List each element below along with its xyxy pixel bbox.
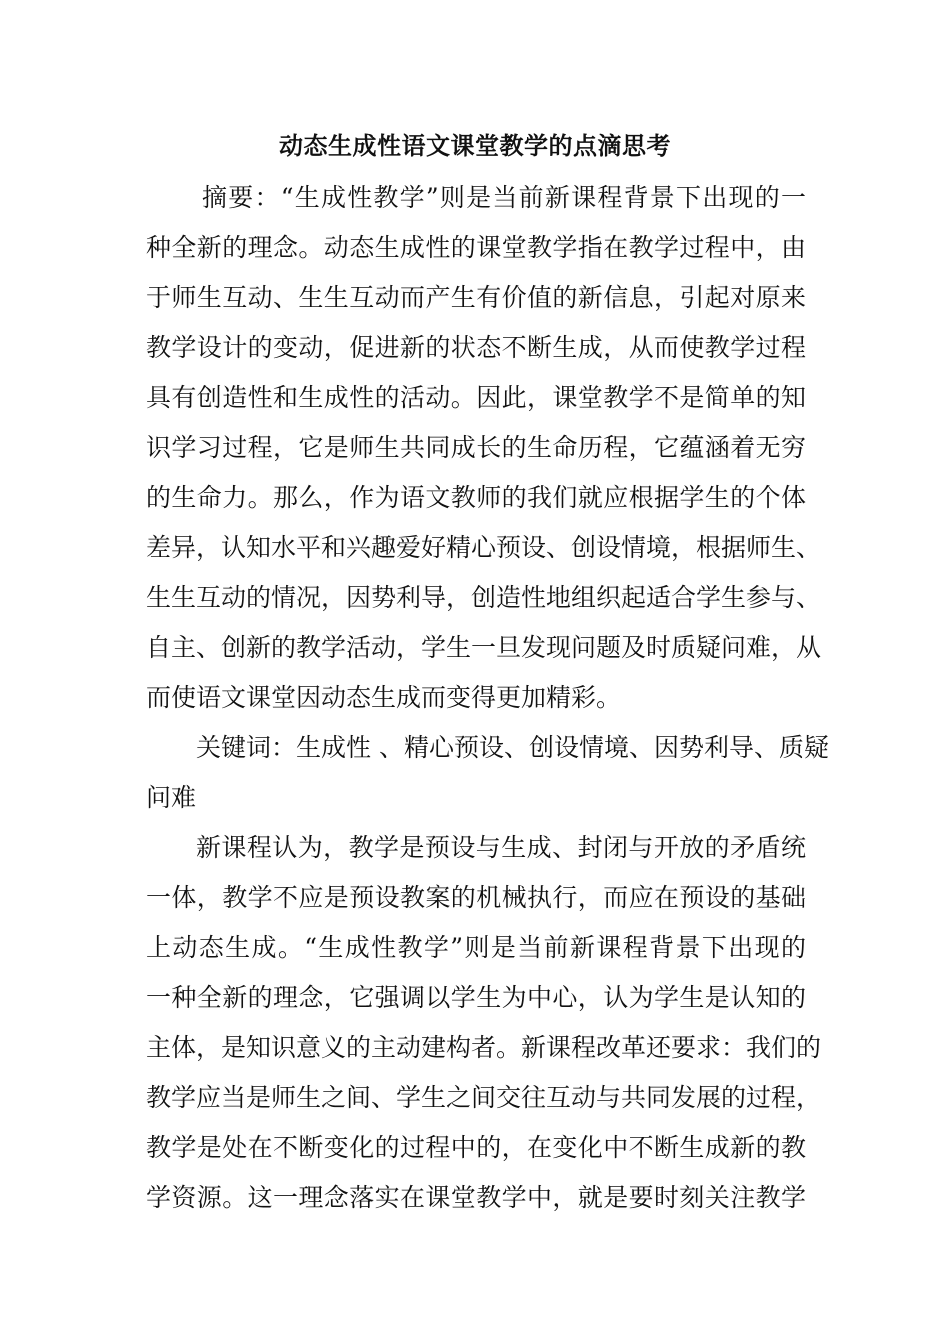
body-line-4: 一种全新的理念，它强调以学生为中心，认为学生是认知的: [146, 983, 806, 1012]
abstract-line-7: 的生命力。那么，作为语文教师的我们就应根据学生的个体: [146, 483, 806, 512]
body-line-5: 主体，是知识意义的主动建构者。新课程改革还要求：我们的: [146, 1033, 822, 1062]
body-line-6: 教学应当是师生之间、学生之间交往互动与共同发展的过程，: [146, 1083, 822, 1112]
abstract-line-6: 识学习过程，它是师生共同成长的生命历程，它蕴涵着无穷: [146, 433, 806, 462]
body-line-7: 教学是处在不断变化的过程中的，在变化中不断生成新的教: [146, 1133, 806, 1162]
abstract-line-4: 教学设计的变动，促进新的状态不断生成，从而使教学过程: [146, 333, 806, 362]
abstract-line-2: 种全新的理念。动态生成性的课堂教学指在教学过程中，由: [146, 233, 806, 262]
abstract-line-9: 生生互动的情况，因势利导，创造性地组织起适合学生参与、: [146, 583, 822, 612]
document-title: 动态生成性语文课堂教学的点滴思考: [279, 131, 671, 160]
body-line-2: 一体，教学不应是预设教案的机械执行，而应在预设的基础: [146, 883, 806, 912]
abstract-line-10: 自主、创新的教学活动，学生一旦发现问题及时质疑问难，从: [146, 633, 822, 662]
body-line-1: 新课程认为，教学是预设与生成、封闭与开放的矛盾统: [196, 833, 806, 862]
abstract-line-1: 摘要：“生成性教学”则是当前新课程背景下出现的一: [202, 183, 806, 212]
body-line-3: 上动态生成。“生成性教学”则是当前新课程背景下出现的: [146, 933, 806, 962]
body-line-8: 学资源。这一理念落实在课堂教学中，就是要时刻关注教学: [146, 1183, 806, 1212]
keywords-line-2: 问难: [146, 783, 197, 812]
abstract-line-3: 于师生互动、生生互动而产生有价值的新信息，引起对原来: [146, 283, 806, 312]
abstract-line-5: 具有创造性和生成性的活动。因此，课堂教学不是简单的知: [146, 383, 806, 412]
keywords-line-1: 关键词：生成性 、精心预设、创设情境、因势利导、质疑: [196, 733, 829, 762]
abstract-line-11: 而使语文课堂因动态生成而变得更加精彩。: [146, 683, 622, 712]
abstract-line-8: 差异，认知水平和兴趣爱好精心预设、创设情境，根据师生、: [146, 533, 822, 562]
